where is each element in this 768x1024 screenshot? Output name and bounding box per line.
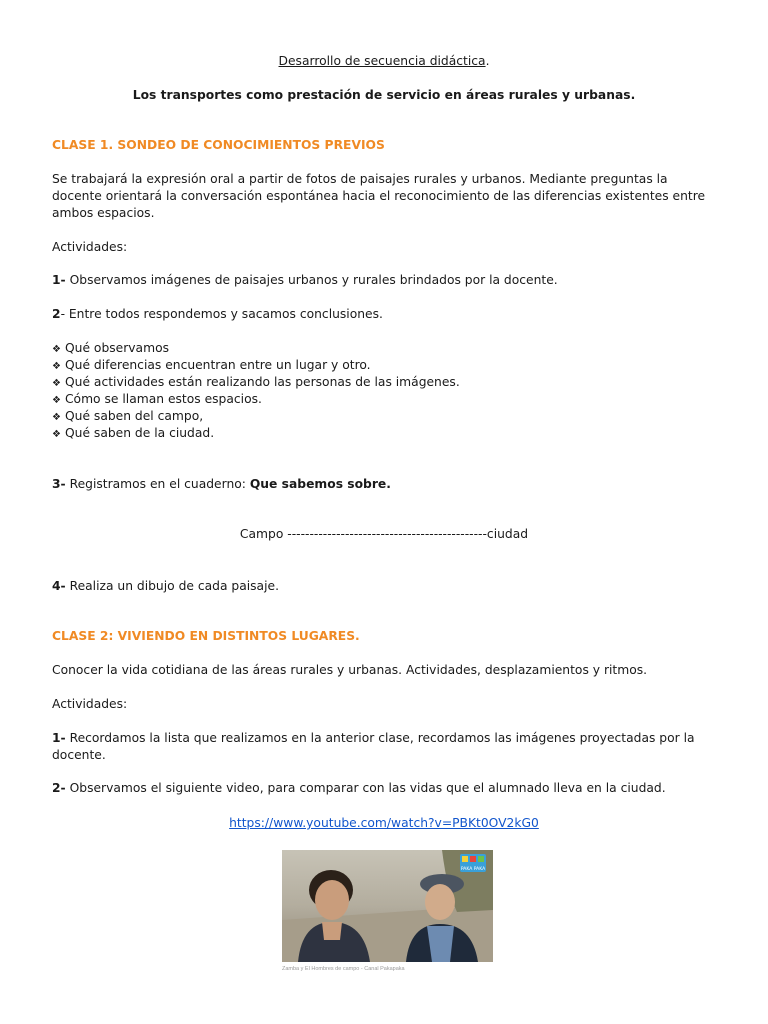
activity-number: 1- <box>52 273 66 287</box>
activity-number: 1- <box>52 731 66 745</box>
clase1-activity-3 <box>52 476 716 493</box>
bullet-text: Qué actividades están realizando las personas de las imágenes. <box>64 375 460 389</box>
activity-text: Registramos en el cuaderno <box>65 477 242 491</box>
video-thumbnail[interactable] <box>282 850 493 962</box>
activity-text: - Entre todos respondemos y sacamos conclusiones. <box>60 307 383 321</box>
title-text: Desarrollo de secuencia didáctica <box>278 54 486 68</box>
bullet-item <box>52 374 716 392</box>
bullet-item <box>52 391 716 409</box>
diamond-bullet-icon: ❖ <box>52 361 61 372</box>
clase1-intro: Se trabajará la expresión oral a partir de fotos de paisajes rurales y urbanos. Mediante preguntas la docente orientará la conversación espontánea hacia el reconocimiento de las diferencias existentes entre ambos espacios. <box>52 172 706 220</box>
activity-text: Recordamos la lista que realizamos en la anterior clase, recordamos las imágenes proyectadas por la docente. <box>52 731 695 762</box>
clase1-activity-2 <box>52 306 716 323</box>
activity-bold-text: Que sabemos sobre. <box>249 477 391 491</box>
document-title <box>0 53 768 70</box>
clase1-actividades-label: Actividades: <box>52 240 128 254</box>
clase1-activity-1 <box>52 272 716 289</box>
video-link-row <box>0 815 768 832</box>
clase2-heading: CLASE 2: VIVIENDO EN DISTINTOS LUGARES. <box>52 629 360 643</box>
clase1-activity-4 <box>52 578 716 595</box>
title-suffix: . <box>485 54 490 68</box>
diamond-bullet-icon: ❖ <box>52 395 61 406</box>
diamond-bullet-icon: ❖ <box>52 344 61 355</box>
bullet-item <box>52 425 716 443</box>
clase2-activity-1 <box>52 730 716 764</box>
activity-text: Observamos imágenes de paisajes urbanos y rurales brindados por la docente. <box>65 273 558 287</box>
activity-number: 2 <box>52 307 61 321</box>
diamond-bullet-icon: ❖ <box>52 429 61 440</box>
diamond-bullet-icon: ❖ <box>52 378 61 389</box>
document-subtitle: Los transportes como prestación de servicio en áreas rurales y urbanas. <box>132 88 636 102</box>
bullet-item <box>52 357 716 375</box>
diamond-bullet-icon: ❖ <box>52 412 61 423</box>
activity-number: 2- <box>52 781 66 795</box>
video-logo-text: PAKA PAKA <box>460 867 486 872</box>
campo-ciudad-line: Campo ---------------------------------------------ciudad <box>239 527 529 541</box>
activity-text: Realiza un dibujo de cada paisaje. <box>65 579 279 593</box>
video-thumbnail-illustration <box>282 850 493 962</box>
clase1-heading: CLASE 1. SONDEO DE CONOCIMIENTOS PREVIOS <box>52 138 385 152</box>
clase2-activity-2 <box>52 780 716 797</box>
bullet-text: Qué saben del campo, <box>64 409 204 423</box>
clase2-intro: Conocer la vida cotidiana de las áreas rurales y urbanas. Actividades, desplazamientos y ritmos. <box>52 663 648 677</box>
activity-number: 4- <box>52 579 66 593</box>
bullet-text: Qué saben de la ciudad. <box>64 426 215 440</box>
bullet-text: Qué diferencias encuentran entre un lugar y otro. <box>64 358 371 372</box>
activity-text: Observamos el siguiente video, para comparar con las vidas que el alumnado lleva en la ciudad. <box>65 781 666 795</box>
video-link[interactable]: https://www.youtube.com/watch?v=PBKt0OV2kG0 <box>229 816 539 830</box>
bullet-text: Qué observamos <box>64 341 169 355</box>
activity-number: 3- <box>52 477 66 491</box>
bullet-item <box>52 408 716 426</box>
bullet-item <box>52 340 716 358</box>
bullet-text: Cómo se llaman estos espacios. <box>64 392 262 406</box>
video-caption: Zamba y El Hombres de campo - Canal Pakapaka <box>282 966 405 972</box>
clase2-actividades-label: Actividades: <box>52 697 128 711</box>
activity-colon: : <box>241 477 250 491</box>
